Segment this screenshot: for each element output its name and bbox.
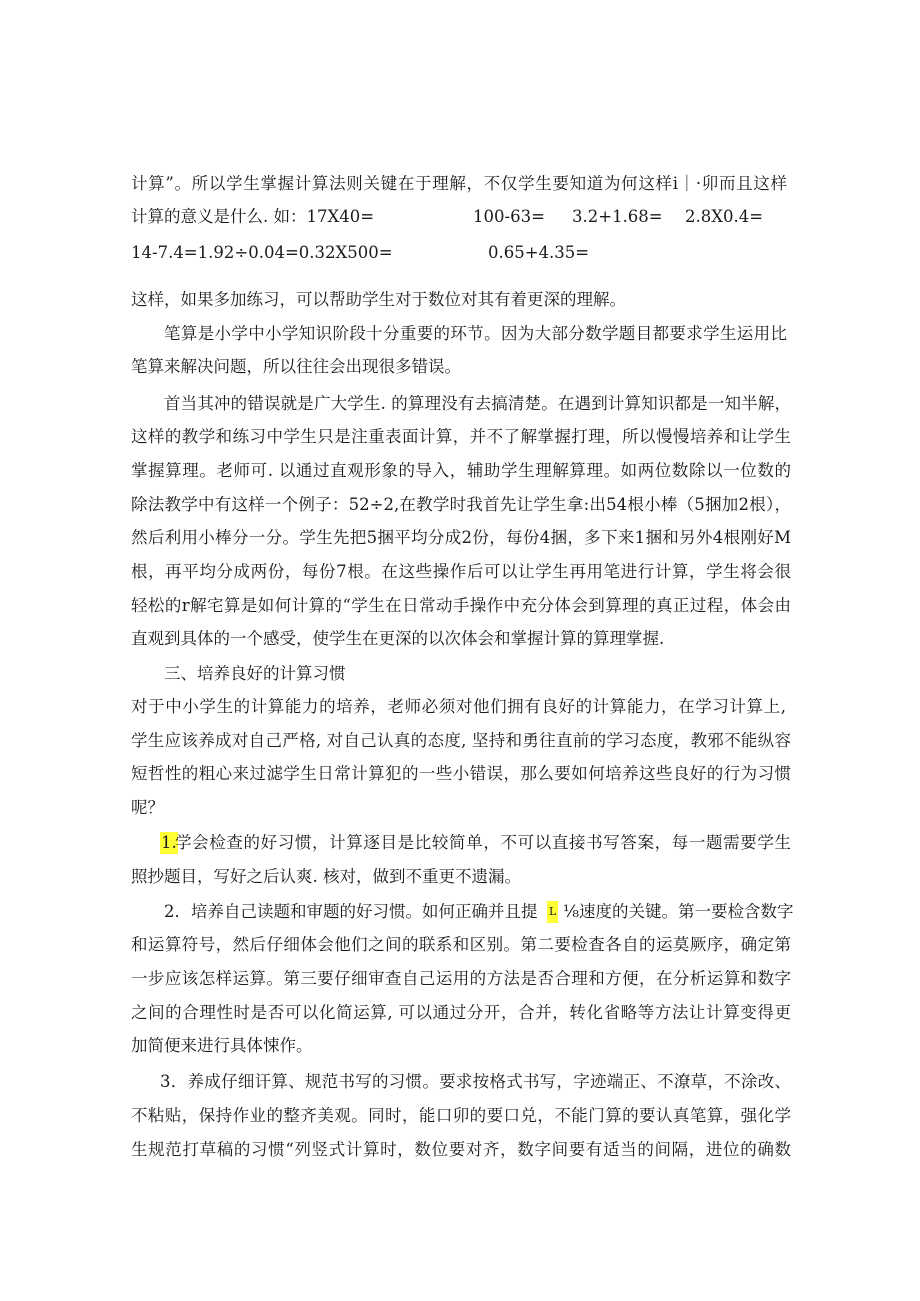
paragraph-line: 首当其冲的错误就是广大学生. 的算理没有去搞清楚。在遇到计算知识都是一知半解， (164, 394, 791, 413)
list-item-line (160, 832, 791, 854)
paragraph-line: 笔算是小学中小学知识阶段十分重要的环节。因为大部分数学题目都要求学生运用比 (164, 324, 787, 343)
paragraph-line: 根，再平均分成两份，每份7根。在这些操作后可以让学生再用笔进行计算，学生将会很 (131, 562, 791, 581)
paragraph-line: 学生应该养成对自己严格, 对自己认真的态度, 坚持和勇往直前的学习态度，教邪不能纵容 (131, 731, 791, 750)
list-item-line: 不粘贴，保持作业的整齐美观。同时，能口卯的要口兑，不能门算的要认真笔算，强化学 (131, 1106, 791, 1125)
paragraph-line: 短哲性的粗心来过滤学生日常计算犯的一些小错误，那么要如何培养这些良好的行为习惯 (131, 764, 791, 783)
formula-text: 2.8X0.4= (685, 207, 764, 226)
paragraph-line: 对于中小学生的计算能力的培养，老师必须对他们拥有良好的计算能力，在学习计算上, (131, 697, 786, 716)
paragraph-line: 除法教学中有这样一个例子：52÷2,在教学时我首先让学生拿:出54根小棒（5捆加2根）， (131, 495, 791, 514)
list-item-text: ⅛速度的关键。第一要检含数字 (563, 902, 794, 921)
text-line: 计算”。所以学生掌握计算法则关键在于理解，不仅学生要知道为何这样i｜·卯而且这样 (131, 174, 787, 193)
formula-text: 100-63= (473, 207, 545, 226)
paragraph-line: 轻松的r解宅算是如何计算的“学生在日常动手操作中充分体会到算理的真正过程，体会由 (131, 596, 791, 615)
list-item-line: 3．养成仔细讦算、规范书写的习惯。要求按格式书写，字迹端正、不潦草，不涂改、 (160, 1072, 791, 1091)
paragraph-line: 笔算来解决问题，所以往往会出现很多错误。 (131, 357, 461, 376)
list-item-line: 生规范打草稿的习惯“列竖式计算时，数位要对齐，数字间要有适当的间隔，进位的确数 (131, 1140, 791, 1159)
formula-text: 14-7.4=1.92÷0.04=0.32X500= (131, 243, 393, 262)
paragraph-line: 掌握算理。老师可. 以通过直观形象的导入，辅助学生理解算理。如两位数除以一位数的 (131, 461, 791, 480)
list-item-line: 之间的合理性时是否可以化简运算, 可以通过分开，合并，转化省略等方法让计算变得更 (131, 1003, 791, 1022)
list-item-line: 照抄题目，写好之后认爽. 核对，做到不重更不遗漏。 (131, 867, 521, 886)
paragraph-line: 直观到具体的一个感受，使学生在更深的以次体会和掌握计算的算理掌握. (131, 629, 665, 648)
list-item-line (164, 901, 794, 923)
list-item-line: 加简便来进行具体悚作。 (131, 1036, 313, 1055)
formula-text: 0.65+4.35= (488, 243, 590, 262)
list-item-text: 2．培养自己读题和审题的好习惯。如何正确并且提 (164, 902, 538, 921)
list-item-line: 一步应该怎样运算。第三要仔细审查自己运用的方法是否合理和方便，在分析运算和数字 (131, 969, 791, 988)
formula-line (131, 242, 631, 264)
list-item-line: 和运算符号，然后仔细体会他们之间的联系和区别。第二要检査各自的运莫厥序，确定第 (131, 935, 791, 954)
highlighted-mark: L (547, 901, 558, 923)
paragraph-line: 这样的教学和练习中学生只是注重表面计算，并不了解掌握打理，所以慢慢培养和让学生 (131, 427, 791, 446)
paragraph-line: 呢？ (131, 798, 164, 817)
formula-line (131, 206, 791, 228)
formula-text: 计算的意义是什么. 如：17X40= (131, 207, 375, 226)
formula-text: 3.2+1.68= (572, 207, 663, 226)
paragraph: 这样，如果多加练习，可以帮助学生对于数位对其有着更深的理解。 (131, 290, 626, 309)
paragraph-line: 然后利用小棒分一分。学生先把5捆平均分成2份，每份4捆，多下来1捆和另外4根刚好M (131, 528, 791, 547)
section-heading: 三、培养良好的计算习惯 (164, 664, 346, 683)
highlighted-marker: 1. (161, 833, 177, 852)
list-item-text: 学会检查的好习惯，计算逐目是比较简单，不可以直接书写答案，每一题需要学生 (175, 833, 791, 852)
